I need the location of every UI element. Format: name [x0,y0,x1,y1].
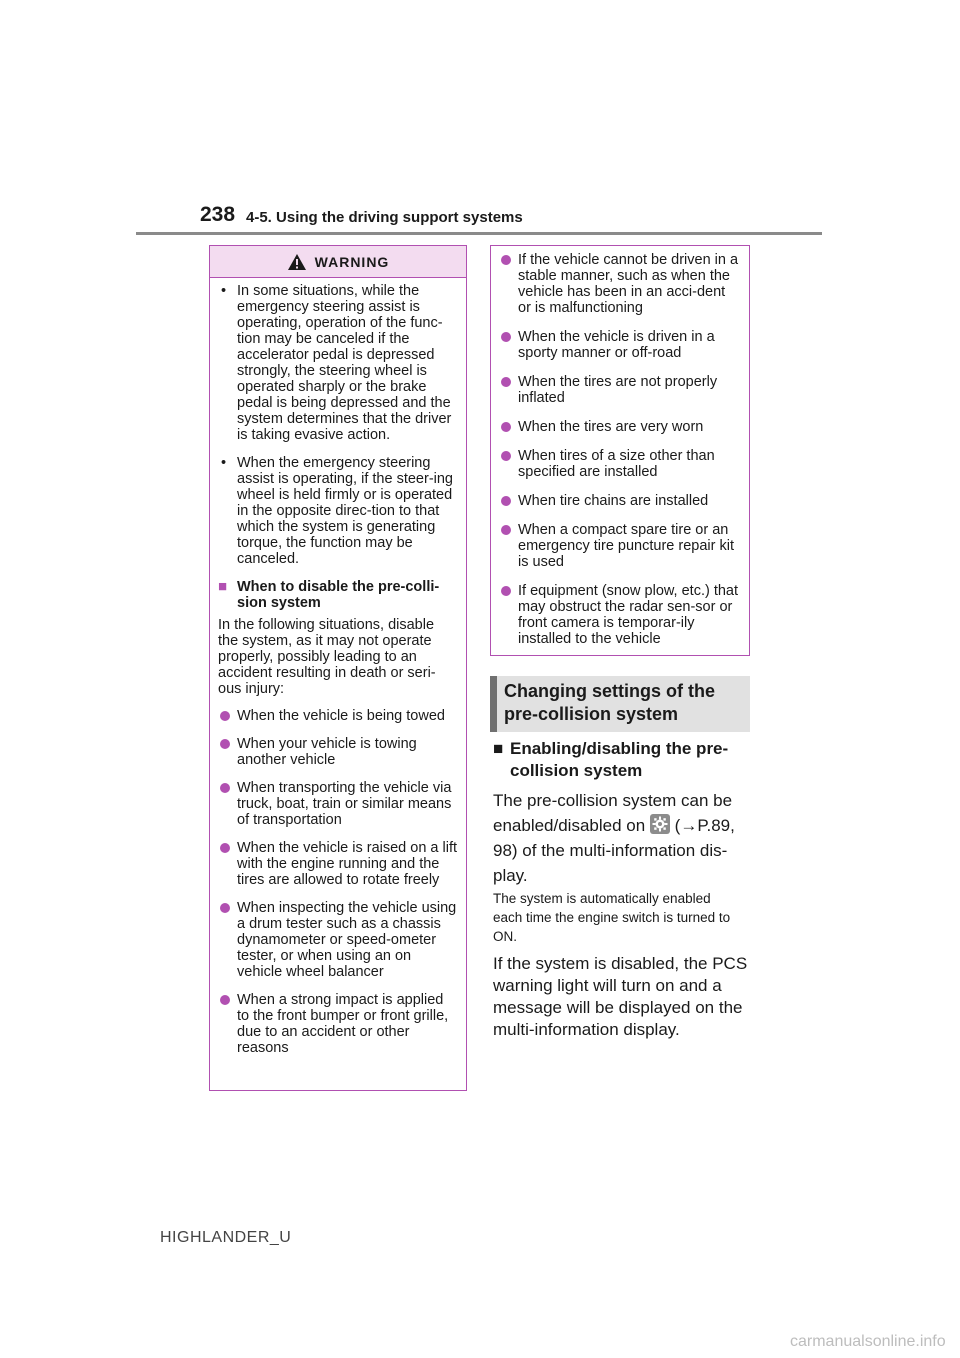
auto-enable-note: The system is automatically enabled each time the engine switch is turned to ON. [493,891,731,944]
bullet-dot-icon [220,995,230,1005]
disabled-state-note: If the system is disabled, the PCS warning light will turn on and a message will be displayed on the multi-information display. [493,954,748,1039]
warning-title: WARNING [314,253,390,270]
disable-list-item: When the vehicle is raised on a lift with the engine running and the tires are allowed to rotate freely [218,840,458,888]
warning-continued-box [490,245,750,656]
warning-triangle-icon [287,253,307,271]
disable-list-item: When transporting the vehicle via truck, boat, train or similar means of transportation [218,780,458,828]
footer-model-code: HIGHLANDER_U [160,1229,292,1246]
settings-gear-icon [650,814,670,834]
disable-list-item: When tires of a size other than specified are installed [499,448,741,480]
bullet-dot-icon [501,496,511,506]
disable-list-item: When the tires are very worn [499,419,741,435]
warning-dash-item: • In some situations, while the emergency steering assist is operating, operation of the func-tion may be canceled if the accelerator pedal is depressed strongly, the steering wheel is operated sharply or the brake pedal is being depressed and the system determines that the driver is taking evasive action. [221,283,452,443]
disable-list-item: If equipment (snow plow, etc.) that may obstruct the radar sen-sor or front camera is temporar-ily installed to the vehicle [499,583,741,647]
header-divider [136,232,822,235]
bullet-dot-icon [501,332,511,342]
disable-list-item: When a compact spare tire or an emergency tire puncture repair kit is used [499,522,741,570]
disable-heading: ■ When to disable the pre-colli-sion system [218,578,440,611]
bullet-dot-icon [220,783,230,793]
disable-list-item: When inspecting the vehicle using a drum tester such as a chassis dynamometer or speed-ometer tester, or when using an on vehicle wheel balancer [218,900,458,980]
site-watermark: carmanualsonline.info [790,1333,946,1350]
bullet-dot-icon [220,843,230,853]
bullet-dot-icon [220,711,230,721]
disable-list-item: If the vehicle cannot be driven in a stable manner, such as when the vehicle has been in an acci-dent or is malfunctioning [499,252,741,316]
disable-list-item: When your vehicle is towing another vehicle [218,736,458,768]
bullet-dot-icon [220,739,230,749]
settings-section-heading: Changing settings of the pre-collision system [490,676,750,732]
bullet-dot-icon [220,903,230,913]
page-number: 238 [200,203,236,226]
disable-list-item: When a strong impact is applied to the front bumper or front grille, due to an accident or other reasons [218,992,458,1056]
bullet-dot-icon [501,451,511,461]
settings-instruction: The pre-collision system can be enabled/disabled on (→P.89, 98) of the multi-information dis-play. [493,791,735,885]
bullet-dot-icon [501,586,511,596]
bullet-dot-icon [501,377,511,387]
disable-list-item: When the vehicle is being towed [218,708,458,724]
warning-header [210,246,466,278]
square-bullet-icon: ■ [218,578,228,595]
disable-list-item: When tire chains are installed [499,493,741,509]
warning-dash-item: • When the emergency steering assist is operating, if the steer-ing wheel is held firmly or is operated in the opposite direc-tion to that which the system is generating torque, the function may be canceled. [221,455,453,567]
disable-list-item: When the vehicle is driven in a sporty manner or off-road [499,329,741,361]
disable-intro: In the following situations, disable the system, as it may not operate properly, possibly leading to an accident resulting in death or seri-ous injury: [218,617,436,697]
square-bullet-icon: ■ [493,739,504,758]
settings-subheading: ■ Enabling/disabling the pre-collision system [493,739,729,780]
bullet-dot-icon [501,255,511,265]
section-title: 4-5. Using the driving support systems [246,209,523,226]
bullet-dot-icon [501,422,511,432]
bullet-dot-icon [501,525,511,535]
warning-box [209,245,467,1091]
disable-list-item: When the tires are not properly inflated [499,374,741,406]
